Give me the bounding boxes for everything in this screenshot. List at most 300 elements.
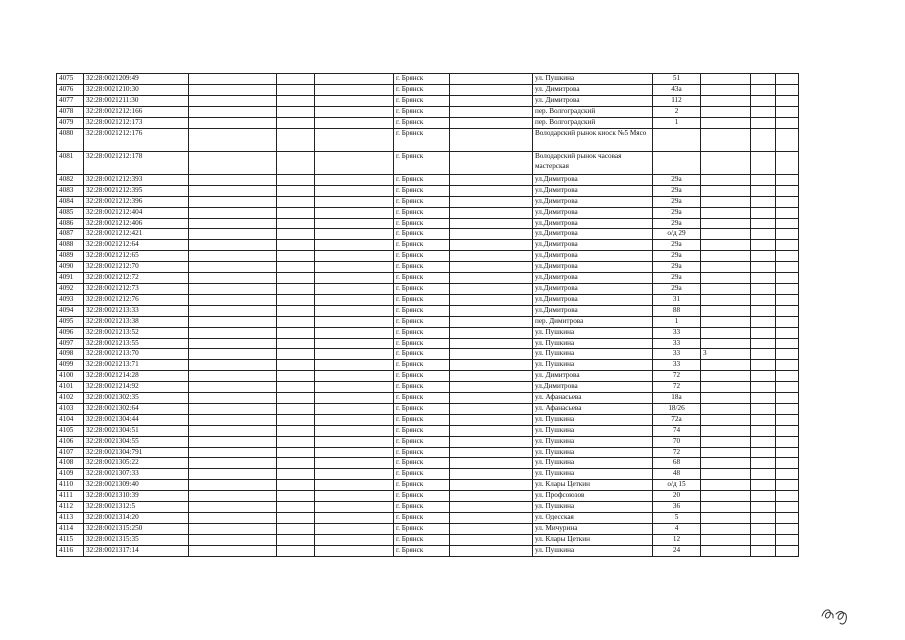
register-table-body	[57, 74, 799, 557]
cell-cadastral-number: 32:28:0021213:70	[84, 349, 189, 360]
cell-empty	[189, 469, 277, 480]
cell-cadastral-number: 32:28:0021305:22	[84, 458, 189, 469]
cell-street: ул.Димитрова	[533, 196, 653, 207]
cell-house: 2	[653, 106, 701, 117]
table-row	[57, 513, 799, 524]
cell-empty	[450, 371, 533, 382]
cell-empty	[315, 545, 394, 556]
cell-empty	[450, 196, 533, 207]
cell-cadastral-number: 32:28:0021309:40	[84, 480, 189, 491]
cell-city: г. Брянск	[394, 403, 450, 414]
register-table	[56, 73, 799, 557]
cell-empty	[751, 106, 776, 117]
cell-extra	[701, 371, 751, 382]
cell-city: г. Брянск	[394, 117, 450, 128]
cell-empty	[751, 207, 776, 218]
cell-empty	[189, 207, 277, 218]
cell-empty	[450, 436, 533, 447]
cell-extra	[701, 207, 751, 218]
cell-empty	[776, 469, 799, 480]
cell-house: 29а	[653, 218, 701, 229]
cell-extra	[701, 273, 751, 284]
cell-number: 4113	[57, 513, 84, 524]
cell-number: 4099	[57, 360, 84, 371]
cell-city: г. Брянск	[394, 458, 450, 469]
cell-empty	[751, 95, 776, 106]
cell-cadastral-number: 32:28:0021312:5	[84, 502, 189, 513]
cell-extra	[701, 151, 751, 174]
cell-empty	[189, 349, 277, 360]
cell-empty	[277, 128, 315, 151]
cell-empty	[189, 84, 277, 95]
cell-empty	[189, 74, 277, 85]
cell-cadastral-number: 32:28:0021315:250	[84, 523, 189, 534]
cell-cadastral-number: 32:28:0021212:64	[84, 240, 189, 251]
cell-number: 4085	[57, 207, 84, 218]
cell-number: 4086	[57, 218, 84, 229]
cell-cadastral-number: 32:28:0021212:166	[84, 106, 189, 117]
cell-empty	[315, 273, 394, 284]
cell-street: ул. Одесская	[533, 513, 653, 524]
cell-cadastral-number: 32:28:0021315:35	[84, 534, 189, 545]
cell-empty	[450, 95, 533, 106]
cell-empty	[776, 371, 799, 382]
cell-extra	[701, 338, 751, 349]
cell-empty	[315, 294, 394, 305]
cell-empty	[315, 251, 394, 262]
cell-number: 4077	[57, 95, 84, 106]
cell-extra	[701, 447, 751, 458]
cell-extra	[701, 360, 751, 371]
cell-empty	[776, 106, 799, 117]
cell-empty	[751, 273, 776, 284]
cell-number: 4090	[57, 262, 84, 273]
cell-extra	[701, 174, 751, 185]
cell-empty	[450, 327, 533, 338]
cell-empty	[751, 305, 776, 316]
table-row	[57, 196, 799, 207]
cell-city: г. Брянск	[394, 273, 450, 284]
table-row	[57, 316, 799, 327]
cell-city: г. Брянск	[394, 106, 450, 117]
cell-empty	[450, 117, 533, 128]
cell-empty	[751, 262, 776, 273]
cell-extra: 3	[701, 349, 751, 360]
cell-empty	[189, 447, 277, 458]
cell-empty	[315, 229, 394, 240]
cell-empty	[277, 283, 315, 294]
cell-empty	[189, 491, 277, 502]
cell-cadastral-number: 32:28:0021212:76	[84, 294, 189, 305]
cell-empty	[450, 403, 533, 414]
cell-extra	[701, 382, 751, 393]
cell-empty	[315, 447, 394, 458]
cell-empty	[189, 534, 277, 545]
table-row	[57, 523, 799, 534]
cell-empty	[450, 414, 533, 425]
cell-cadastral-number: 32:28:0021304:44	[84, 414, 189, 425]
cell-number: 4094	[57, 305, 84, 316]
cell-house: 18а	[653, 393, 701, 404]
cell-empty	[776, 436, 799, 447]
cell-empty	[277, 425, 315, 436]
cell-empty	[776, 262, 799, 273]
cell-cadastral-number: 32:28:0021212:393	[84, 174, 189, 185]
table-row	[57, 436, 799, 447]
cell-empty	[277, 513, 315, 524]
cell-empty	[751, 425, 776, 436]
cell-cadastral-number: 32:28:0021212:406	[84, 218, 189, 229]
table-row	[57, 128, 799, 151]
cell-extra	[701, 128, 751, 151]
cell-house: 1	[653, 316, 701, 327]
cell-cadastral-number: 32:28:0021317:14	[84, 545, 189, 556]
cell-empty	[450, 174, 533, 185]
cell-empty	[189, 523, 277, 534]
cell-house: 29а	[653, 207, 701, 218]
cell-city: г. Брянск	[394, 251, 450, 262]
cell-street: ул. Клары Цеткин	[533, 534, 653, 545]
cell-city: г. Брянск	[394, 327, 450, 338]
cell-city: г. Брянск	[394, 523, 450, 534]
cell-street: ул. Пушкина	[533, 414, 653, 425]
cell-empty	[277, 196, 315, 207]
cell-empty	[751, 294, 776, 305]
cell-house: 33	[653, 327, 701, 338]
cell-empty	[277, 349, 315, 360]
cell-house: 29а	[653, 196, 701, 207]
cell-empty	[450, 382, 533, 393]
cell-empty	[277, 207, 315, 218]
cell-extra	[701, 327, 751, 338]
cell-empty	[277, 251, 315, 262]
cell-city: г. Брянск	[394, 393, 450, 404]
cell-number: 4100	[57, 371, 84, 382]
cell-street: ул.Димитрова	[533, 283, 653, 294]
cell-empty	[315, 393, 394, 404]
cell-empty	[751, 283, 776, 294]
cell-street: ул.Димитрова	[533, 240, 653, 251]
cell-number: 4088	[57, 240, 84, 251]
cell-empty	[776, 151, 799, 174]
cell-empty	[776, 316, 799, 327]
cell-number: 4115	[57, 534, 84, 545]
table-row	[57, 305, 799, 316]
cell-street: ул. Профсоюзов	[533, 491, 653, 502]
table-row	[57, 240, 799, 251]
cell-house: 29а	[653, 174, 701, 185]
cell-number: 4103	[57, 403, 84, 414]
cell-empty	[315, 305, 394, 316]
cell-empty	[189, 151, 277, 174]
cell-empty	[189, 128, 277, 151]
cell-extra	[701, 185, 751, 196]
cell-extra	[701, 106, 751, 117]
cell-empty	[189, 294, 277, 305]
cell-empty	[277, 84, 315, 95]
cell-empty	[315, 218, 394, 229]
cell-empty	[189, 106, 277, 117]
cell-empty	[776, 523, 799, 534]
cell-empty	[277, 414, 315, 425]
table-row	[57, 349, 799, 360]
cell-empty	[776, 95, 799, 106]
cell-street: ул. Пушкина	[533, 425, 653, 436]
cell-empty	[450, 534, 533, 545]
cell-empty	[450, 128, 533, 151]
cell-house: 33	[653, 360, 701, 371]
cell-empty	[751, 469, 776, 480]
cell-number: 4101	[57, 382, 84, 393]
cell-street: ул. Пушкина	[533, 327, 653, 338]
cell-number: 4107	[57, 447, 84, 458]
cell-cadastral-number: 32:28:0021212:173	[84, 117, 189, 128]
cell-empty	[277, 294, 315, 305]
cell-cadastral-number: 32:28:0021212:73	[84, 283, 189, 294]
cell-empty	[315, 207, 394, 218]
cell-empty	[277, 491, 315, 502]
cell-city: г. Брянск	[394, 480, 450, 491]
cell-empty	[776, 74, 799, 85]
cell-empty	[189, 545, 277, 556]
cell-empty	[277, 151, 315, 174]
cell-cadastral-number: 32:28:0021211:30	[84, 95, 189, 106]
cell-house: 12	[653, 534, 701, 545]
cell-empty	[315, 523, 394, 534]
cell-empty	[450, 262, 533, 273]
cell-empty	[751, 513, 776, 524]
cell-street: ул. Афанасьева	[533, 403, 653, 414]
cell-street: ул.Димитрова	[533, 305, 653, 316]
cell-empty	[189, 414, 277, 425]
cell-number: 4098	[57, 349, 84, 360]
cell-street: пер. Димитрова	[533, 316, 653, 327]
cell-street: ул. Пушкина	[533, 74, 653, 85]
cell-empty	[189, 371, 277, 382]
cell-empty	[315, 316, 394, 327]
cell-extra	[701, 436, 751, 447]
cell-empty	[315, 502, 394, 513]
cell-house: 68	[653, 458, 701, 469]
cell-empty	[315, 283, 394, 294]
cell-empty	[751, 229, 776, 240]
table-row	[57, 480, 799, 491]
cell-empty	[277, 95, 315, 106]
cell-empty	[315, 371, 394, 382]
table-row	[57, 545, 799, 556]
cell-city: г. Брянск	[394, 513, 450, 524]
cell-city: г. Брянск	[394, 534, 450, 545]
cell-cadastral-number: 32:28:0021213:33	[84, 305, 189, 316]
cell-extra	[701, 513, 751, 524]
cell-street: ул.Димитрова	[533, 229, 653, 240]
cell-empty	[751, 502, 776, 513]
cell-street: ул. Пушкина	[533, 338, 653, 349]
cell-number: 4106	[57, 436, 84, 447]
table-row	[57, 469, 799, 480]
cell-empty	[751, 74, 776, 85]
cell-empty	[450, 447, 533, 458]
cell-street: ул. Димитрова	[533, 371, 653, 382]
cell-city: г. Брянск	[394, 545, 450, 556]
cell-empty	[315, 262, 394, 273]
cell-city: г. Брянск	[394, 262, 450, 273]
cell-house: 29а	[653, 273, 701, 284]
cell-empty	[776, 393, 799, 404]
cell-city: г. Брянск	[394, 316, 450, 327]
cell-number: 4096	[57, 327, 84, 338]
cell-cadastral-number: 32:28:0021213:52	[84, 327, 189, 338]
cell-city: г. Брянск	[394, 502, 450, 513]
cell-number: 4080	[57, 128, 84, 151]
cell-empty	[277, 360, 315, 371]
table-row	[57, 371, 799, 382]
cell-street: ул.Димитрова	[533, 294, 653, 305]
cell-number: 4102	[57, 393, 84, 404]
table-row	[57, 106, 799, 117]
cell-empty	[776, 382, 799, 393]
cell-empty	[751, 338, 776, 349]
cell-house: 72	[653, 382, 701, 393]
cell-empty	[277, 371, 315, 382]
cell-street: ул. Пушкина	[533, 469, 653, 480]
cell-empty	[450, 338, 533, 349]
cell-cadastral-number: 32:28:0021213:55	[84, 338, 189, 349]
cell-street: ул. Клары Цеткин	[533, 480, 653, 491]
cell-empty	[776, 283, 799, 294]
table-row	[57, 273, 799, 284]
cell-city: г. Брянск	[394, 447, 450, 458]
cell-empty	[776, 502, 799, 513]
cell-city: г. Брянск	[394, 84, 450, 95]
cell-cadastral-number: 32:28:0021214:28	[84, 371, 189, 382]
cell-empty	[450, 491, 533, 502]
cell-extra	[701, 218, 751, 229]
cell-cadastral-number: 32:28:0021304:55	[84, 436, 189, 447]
cell-city: г. Брянск	[394, 305, 450, 316]
cell-house	[653, 128, 701, 151]
cell-empty	[315, 95, 394, 106]
cell-empty	[751, 436, 776, 447]
cell-empty	[751, 534, 776, 545]
cell-empty	[776, 425, 799, 436]
cell-empty	[277, 480, 315, 491]
cell-empty	[277, 174, 315, 185]
table-row	[57, 262, 799, 273]
cell-empty	[189, 229, 277, 240]
cell-street: ул. Димитрова	[533, 84, 653, 95]
cell-empty	[450, 316, 533, 327]
cell-number: 4093	[57, 294, 84, 305]
cell-empty	[189, 458, 277, 469]
cell-extra	[701, 305, 751, 316]
cell-house: 112	[653, 95, 701, 106]
cell-empty	[277, 458, 315, 469]
cell-extra	[701, 240, 751, 251]
cell-empty	[776, 273, 799, 284]
cell-empty	[277, 523, 315, 534]
cell-extra	[701, 84, 751, 95]
cell-empty	[315, 240, 394, 251]
cell-empty	[450, 106, 533, 117]
cell-empty	[751, 545, 776, 556]
cell-house: 31	[653, 294, 701, 305]
cell-empty	[277, 74, 315, 85]
cell-street: ул.Димитрова	[533, 262, 653, 273]
cell-cadastral-number: 32:28:0021212:178	[84, 151, 189, 174]
cell-empty	[776, 207, 799, 218]
cell-empty	[751, 316, 776, 327]
cell-extra	[701, 491, 751, 502]
cell-empty	[277, 262, 315, 273]
table-row	[57, 338, 799, 349]
cell-empty	[450, 74, 533, 85]
cell-cadastral-number: 32:28:0021209:49	[84, 74, 189, 85]
cell-house: 88	[653, 305, 701, 316]
cell-empty	[776, 229, 799, 240]
table-row	[57, 218, 799, 229]
cell-empty	[450, 458, 533, 469]
cell-street: ул. Пушкина	[533, 502, 653, 513]
cell-number: 4092	[57, 283, 84, 294]
cell-city: г. Брянск	[394, 491, 450, 502]
cell-number: 4109	[57, 469, 84, 480]
table-row	[57, 117, 799, 128]
cell-empty	[277, 469, 315, 480]
cell-empty	[315, 106, 394, 117]
table-row	[57, 84, 799, 95]
cell-empty	[450, 425, 533, 436]
cell-house: о/д 29	[653, 229, 701, 240]
cell-empty	[277, 338, 315, 349]
cell-street: ул.Димитрова	[533, 218, 653, 229]
cell-empty	[189, 360, 277, 371]
cell-house: 48	[653, 469, 701, 480]
cell-house: 51	[653, 74, 701, 85]
cell-empty	[776, 491, 799, 502]
cell-house: 36	[653, 502, 701, 513]
cell-empty	[277, 273, 315, 284]
cell-extra	[701, 545, 751, 556]
cell-street: Володарский рынок часовая мастерская	[533, 151, 653, 174]
cell-number: 4079	[57, 117, 84, 128]
cell-street: ул. Пушкина	[533, 360, 653, 371]
cell-number: 4112	[57, 502, 84, 513]
cell-empty	[751, 491, 776, 502]
table-row	[57, 403, 799, 414]
cell-empty	[450, 480, 533, 491]
cell-empty	[189, 218, 277, 229]
cell-empty	[277, 229, 315, 240]
cell-empty	[751, 382, 776, 393]
cell-empty	[277, 545, 315, 556]
cell-empty	[277, 502, 315, 513]
cell-empty	[776, 403, 799, 414]
cell-empty	[189, 436, 277, 447]
cell-house: 33	[653, 349, 701, 360]
cell-cadastral-number: 32:28:0021212:72	[84, 273, 189, 284]
cell-house: 70	[653, 436, 701, 447]
cell-empty	[315, 513, 394, 524]
cell-cadastral-number: 32:28:0021307:33	[84, 469, 189, 480]
cell-empty	[751, 393, 776, 404]
cell-empty	[450, 513, 533, 524]
cell-empty	[315, 117, 394, 128]
cell-empty	[751, 218, 776, 229]
cell-empty	[776, 185, 799, 196]
cell-number: 4104	[57, 414, 84, 425]
cell-empty	[751, 403, 776, 414]
